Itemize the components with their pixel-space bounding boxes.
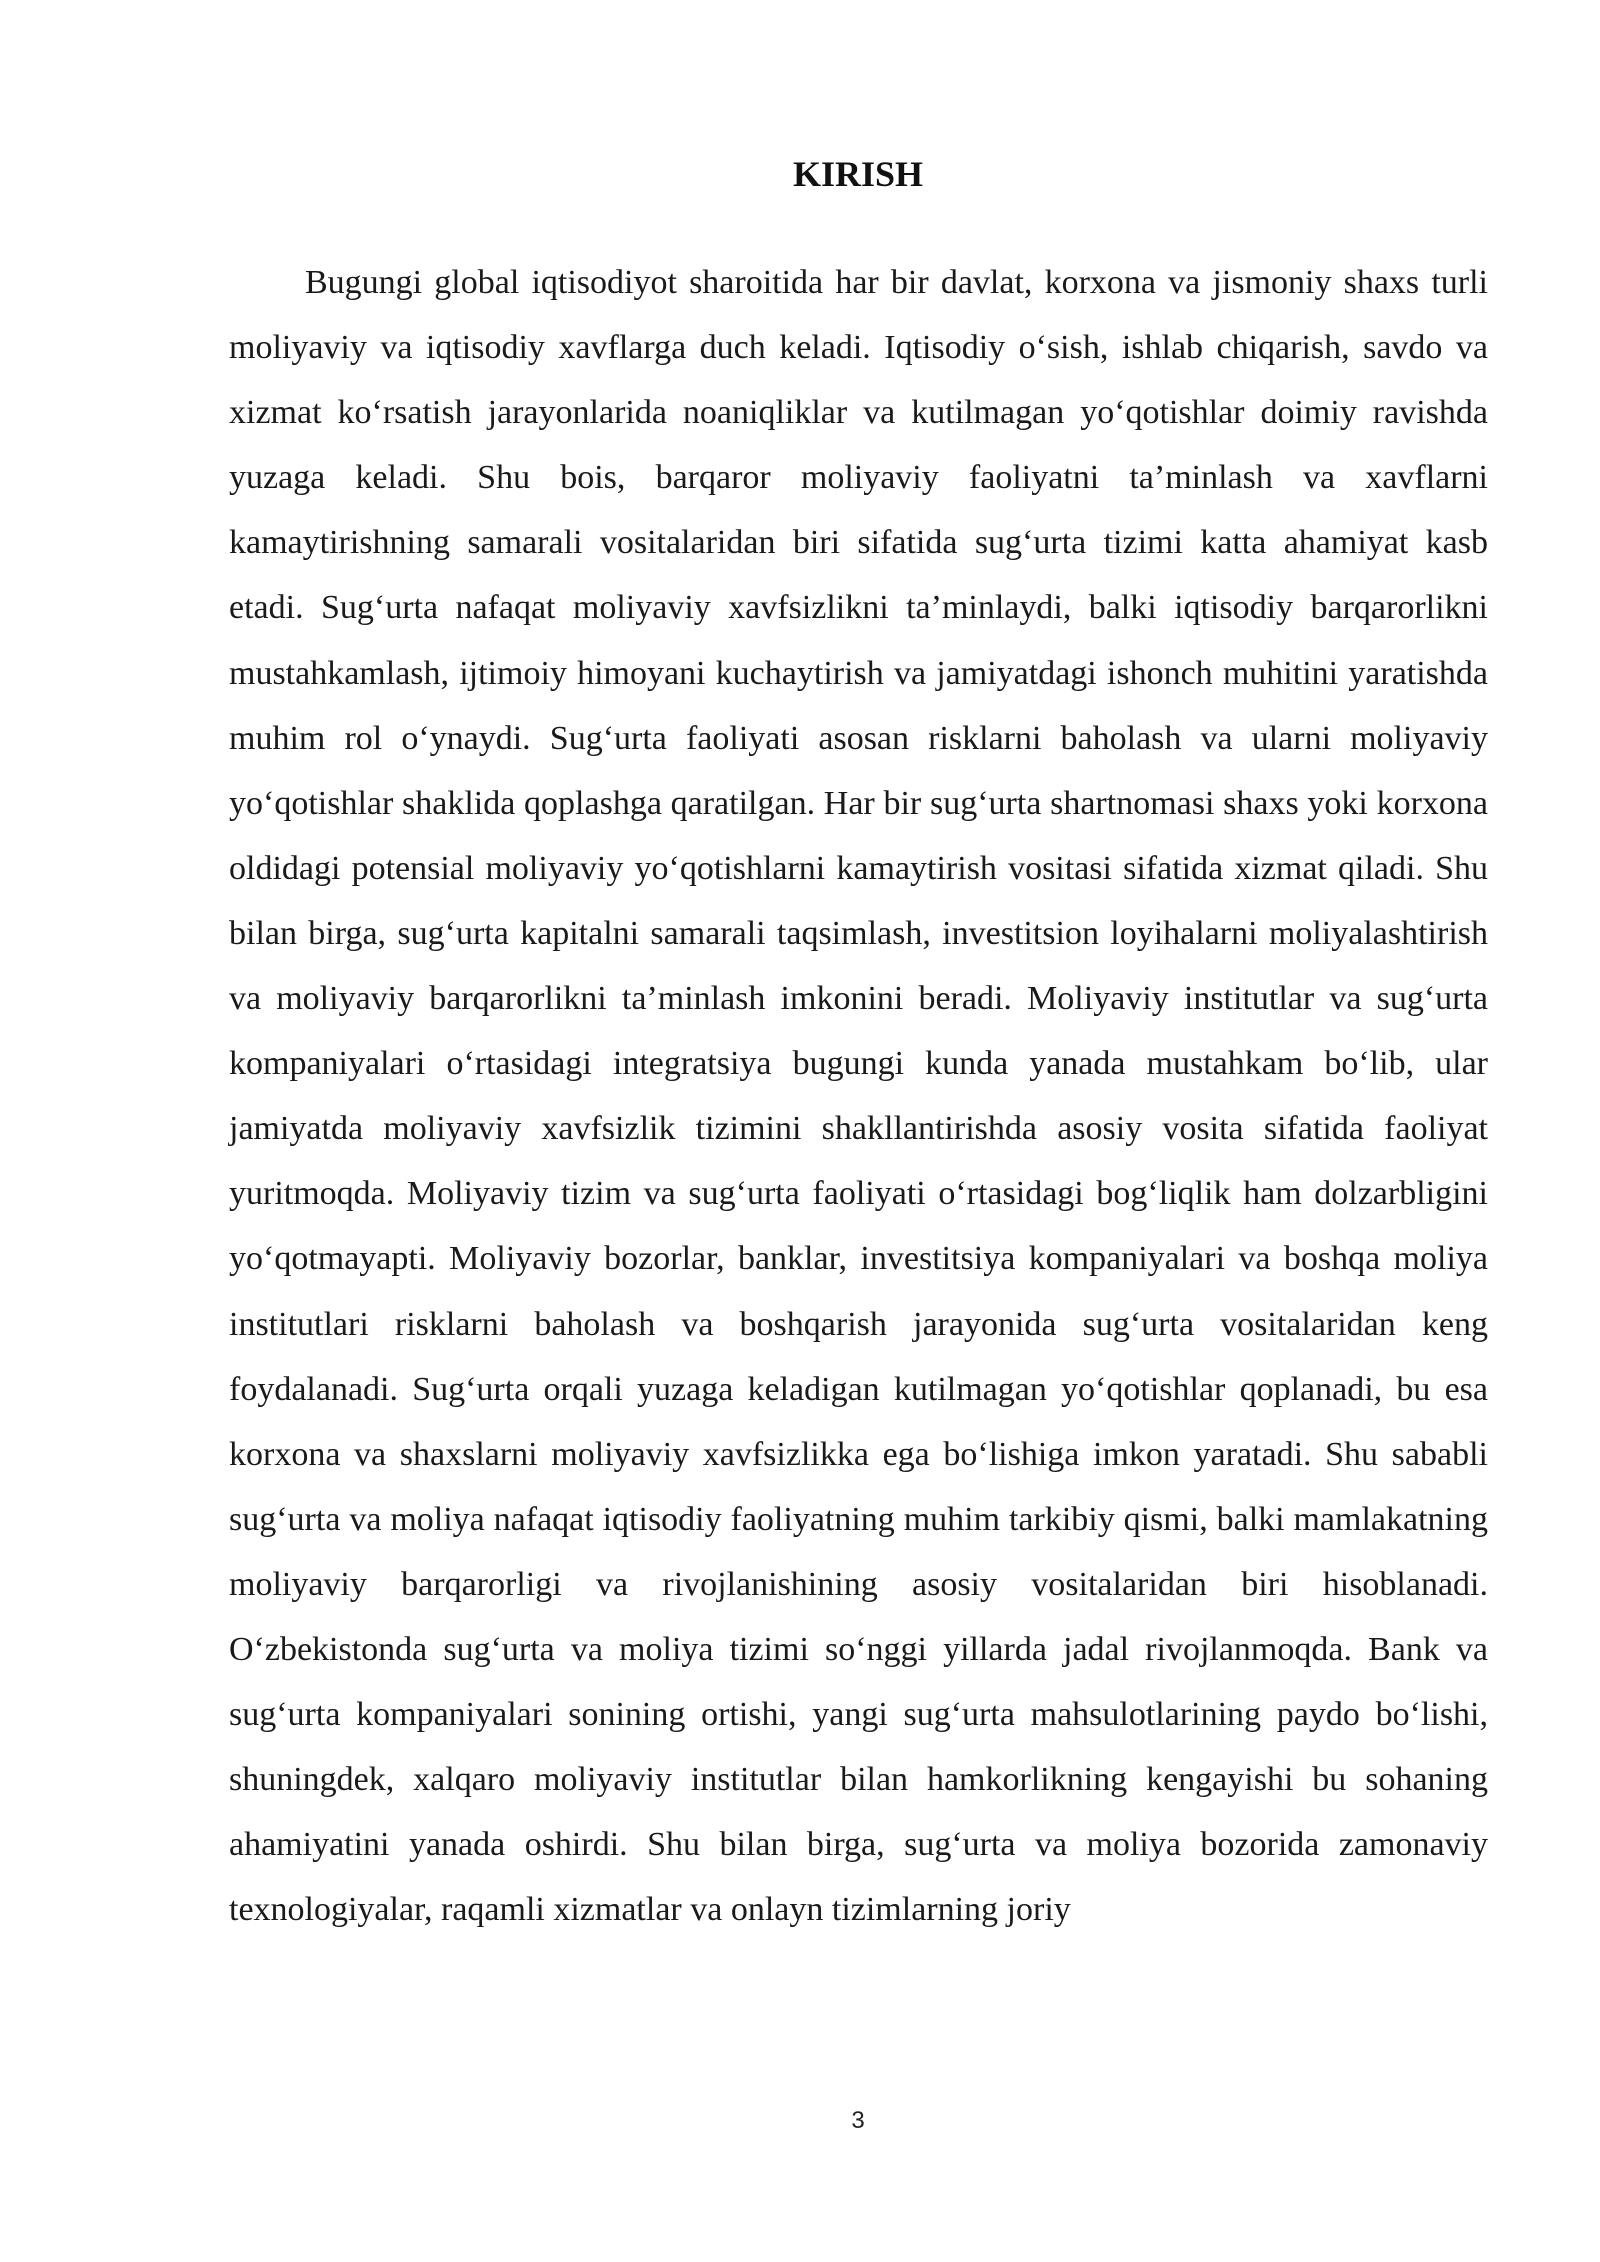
page-number: 3 [851, 2107, 865, 2134]
section-heading: KIRISH [792, 154, 924, 194]
body-paragraph: Bugungi global iqtisodiyot sharoitida har bir davlat, korxona va jismoniy shaxs turli moliyaviy va iqtisodiy xavflarga duch keladi. Iqtisodiy o‘sish, ishlab chiqarish, savdo va xizmat ko‘rsatish jarayonlarida noaniqliklar va kutilmagan yo‘qotishlar doimiy ravishda yuzaga keladi. Shu bois, barqaror moliyaviy faoliyatni ta’minlash va xavflarni kamaytirishning samarali vositalaridan biri sifatida sug‘urta tizimi katta ahamiyat kasb etadi. Sug‘urta nafaqat moliyaviy xavfsizlikni ta’minlaydi, balki iqtisodiy barqarorlikni mustahkamlash, ijtimoiy himoyani kuchaytirish va jamiyatdagi ishonch muhitini yaratishda muhim rol o‘ynaydi. Sug‘urta faoliyati asosan risklarni baholash va ularni moliyaviy yo‘qotishlar shaklida qoplashga qaratilgan. Har bir sug‘urta shartnomasi shaxs yoki korxona oldidagi potensial moliyaviy yo‘qotishlarni kamaytirish vositasi sifatida xizmat qiladi. Shu bilan birga, sug‘urta kapitalni samarali taqsimlash, investitsion loyihalarni moliyalashtirish va moliyaviy barqarorlikni ta’minlash imkonini beradi. Moliyaviy institutlar va sug‘urta kompaniyalari o‘rtasidagi integratsiya bugungi kunda yanada mustahkam bo‘lib, ular jamiyatda moliyaviy xavfsizlik tizimini shakllantirishda asosiy vosita sifatida faoliyat yuritmoqda. Moliyaviy tizim va sug‘urta faoliyati o‘rtasidagi bog‘liqlik ham dolzarbligini yo‘qotmayapti. Moliyaviy bozorlar, banklar, investitsiya kompaniyalari va boshqa moliya institutlari risklarni baholash va boshqarish jarayonida sug‘urta vositalaridan keng foydalanadi. Sug‘urta orqali yuzaga keladigan kutilmagan yo‘qotishlar qoplanadi, bu esa korxona va shaxslarni moliyaviy xavfsizlikka ega bo‘lishiga imkon yaratadi. Shu sababli sug‘urta va moliya nafaqat iqtisodiy faoliyatning muhim tarkibiy qismi, balki mamlakatning moliyaviy barqarorligi va rivojlanishining asosiy vositalaridan biri hisoblanadi. O‘zbekistonda sug‘urta va moliya tizimi so‘nggi yillarda jadal rivojlanmoqda. Bank va sug‘urta kompaniyalari sonining ortishi, yangi sug‘urta mahsulotlarining paydo bo‘lishi, shuningdek, xalqaro moliyaviy institutlar bilan hamkorlikning kengayishi bu sohaning ahamiyatini yanada oshirdi. Shu bilan birga, sug‘urta va moliya bozorida zamonaviy texnologiyalar, raqamli xizmatlar va onlayn tizimlarning joriy [229, 264, 1488, 1929]
